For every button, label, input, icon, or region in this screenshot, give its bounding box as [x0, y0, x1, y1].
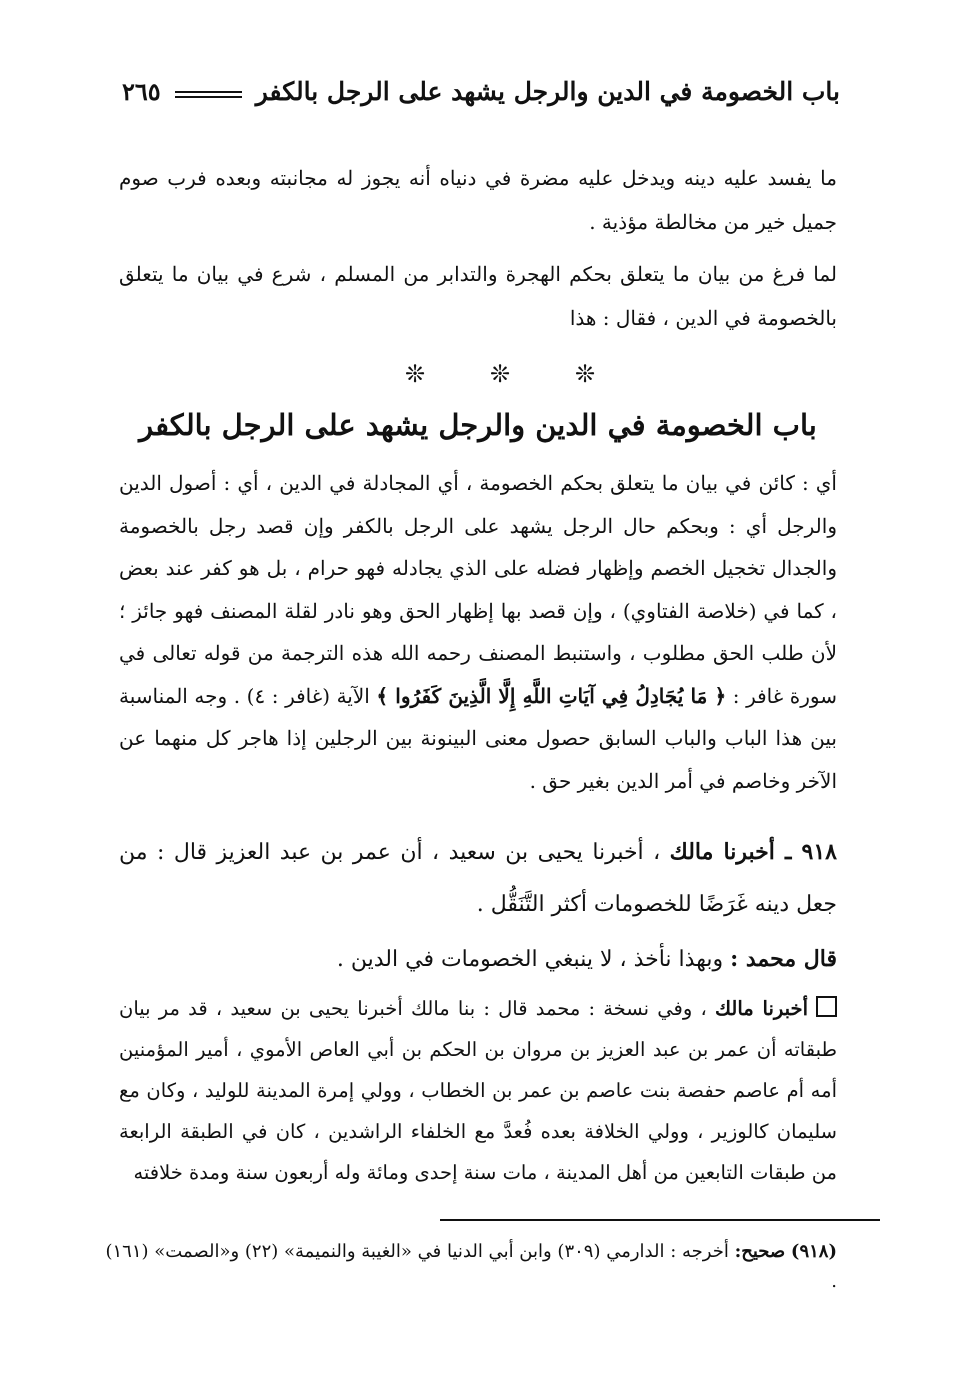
ruling-text: وبهذا نأخذ ، لا ينبغي الخصومات في الدين .: [336, 947, 724, 972]
paragraph-transition: لما فرغ من بيان ما يتعلق بحكم الهجرة والتدابر من المسلم ، شرع في بيان ما يتعلق بالخصومة في الدين ، فقال : هذا: [119, 262, 837, 330]
page-header: [122, 68, 840, 114]
separator-star: ❊: [489, 360, 511, 388]
commentary-text: الآية (غافر : ٤) . وجه المناسبة بين هذا الباب والباب السابق حصول معنى البينونة بين الرجلين إذا هاجر كل منهما عن الآخر وخاصم في أمر الدين بغير حق .: [119, 683, 837, 793]
footnote-text: أخرجه : الدارمي (٣٠٩) وابن أبي الدنيا في «الغيبة والنميمة» (٢٢) و«الصمت» (١٦١) .: [105, 1241, 837, 1292]
explanation-paragraph: [119, 988, 837, 1193]
hadith-918: [119, 826, 837, 931]
page-number: ٢٦٥: [122, 76, 161, 106]
separator-star: ❊: [404, 360, 426, 388]
header-rule: [175, 91, 242, 98]
footnote-grade: صحيح:: [734, 1241, 786, 1262]
separator-star: ❊: [574, 360, 596, 388]
ruling-paragraph: [119, 936, 837, 983]
running-title: باب الخصومة في الدين والرجل يشهد على الرجل بالكفر: [255, 76, 840, 106]
chapter-commentary: [119, 462, 837, 802]
explanation-text: ، وفي نسخة : محمد قال : بنا مالك أخبرنا يحيى بن سعيد ، قد مر بيان طبقاته أن عمر بن عبد العزيز بن مروان بن الحكم بن أبي العاص الأموي ، أمير المؤمنين أمه أم عاصم حفصة بنت عاصم بن عمر بن الخطاب ، وولي إمرة المدينة للوليد ، وكان مع سليمان كالوزير ، وولي الخلافة بعده فُعدَّ مع الخلفاء الراشدين ، كان في الطبقة الرابعة من طبقات التابعين من أهل المدينة ، مات سنة إحدى ومائة وله أربعون سنة ومدة خلافته: [119, 997, 837, 1184]
hadith-lead: ٩١٨ ـ أخبرنا مالك: [669, 839, 837, 865]
footnote: [97, 1237, 837, 1297]
section-separator: [400, 360, 600, 388]
quran-verse: ﴿ مَا يُجَادِلُ فِي آيَاتِ اللَّهِ إِلَّا الَّذِينَ كَفَرُوا ﴾: [376, 683, 727, 708]
hadith-text: ، أخبرنا يحيى بن سعيد ، أن عمر بن عبد العزيز قال : من جعل دينه غَرَضًا للخصومات أكثر التَّنَقُّل .: [119, 840, 837, 917]
footnote-divider: [440, 1219, 880, 1221]
footnote-number: (٩١٨): [790, 1241, 837, 1262]
chapter-title: باب الخصومة في الدين والرجل يشهد على الرجل بالكفر: [139, 408, 817, 442]
square-marker-icon: [816, 996, 837, 1017]
paragraph-continuation: ما يفسد عليه دينه ويدخل عليه مضرة في دنياه أنه يجوز له مجانبته وبعده فرب صوم جميل خير من مخالطة مؤذية .: [119, 166, 837, 234]
explanation-lead: أخبرنا مالك: [714, 997, 808, 1020]
commentary-text: أي : كائن في بيان ما يتعلق بحكم الخصومة ، أي المجادلة في الدين ، أي : أصول الدين والرجل أي : وبحكم حال الرجل يشهد على الرجل بالكفر وإن قصد رجل بالخصومة والجدال تخجيل الخصم وإظهار فضله على الذي يجادله فهو حرام ، بل هو كفر عند بعض ، كما في (خلاصة الفتاوي) ، وإن قصد بها إظهار الحق وهو نادر لقلة المصنف فهو جائز ؛ لأن طلب الحق مطلوب ، واستنبط المصنف رحمه الله هذه الترجمة من قوله تعالى في سورة غافر :: [119, 471, 837, 708]
ruling-lead: قال محمد :: [730, 946, 837, 972]
